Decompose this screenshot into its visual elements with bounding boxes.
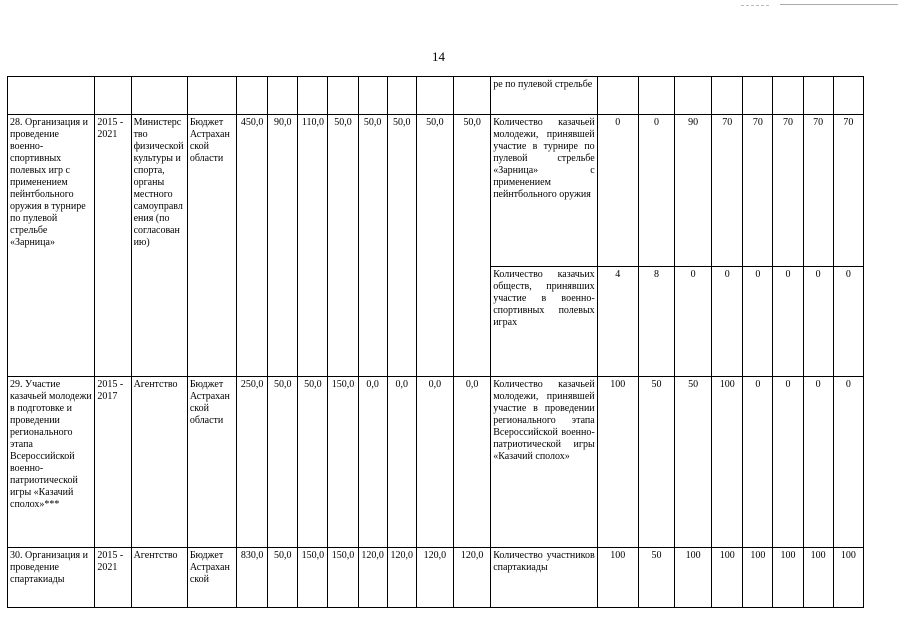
indicator-value: 0 bbox=[803, 377, 833, 548]
cell-empty bbox=[638, 77, 674, 115]
event-period: 2015 - 2021 bbox=[95, 115, 131, 377]
indicator-value: 0 bbox=[773, 377, 803, 548]
funding-year: 0,0 bbox=[416, 377, 453, 548]
indicator-value: 0 bbox=[675, 267, 712, 377]
indicator-name: Количество участников спартакиады bbox=[491, 548, 597, 608]
event-executor: Министерство физической культуры и спорта, органы местного самоуправления (по согласованию) bbox=[131, 115, 187, 377]
indicator-value: 70 bbox=[712, 115, 743, 267]
cell-empty bbox=[416, 77, 453, 115]
indicator-name: Количество казачьей молодежи, принявшей участие в проведении регионального этапа Всероссийской военно-патриотической игры «Казачий сполох» bbox=[491, 377, 597, 548]
funding-year: 50,0 bbox=[358, 115, 387, 377]
cell-empty bbox=[8, 77, 95, 115]
funding-source: Бюджет Астраханской bbox=[187, 548, 236, 608]
funding-year: 120,0 bbox=[387, 548, 416, 608]
indicator-value: 0 bbox=[773, 267, 803, 377]
indicator-value: 100 bbox=[773, 548, 803, 608]
indicator-value: 100 bbox=[743, 548, 773, 608]
cell-empty bbox=[743, 77, 773, 115]
cell-empty bbox=[95, 77, 131, 115]
funding-total: 830,0 bbox=[237, 548, 268, 608]
event-executor: Агентство bbox=[131, 377, 187, 548]
indicator-value: 100 bbox=[597, 377, 638, 548]
indicator-value: 0 bbox=[743, 267, 773, 377]
cell-empty bbox=[298, 77, 328, 115]
funding-year: 120,0 bbox=[358, 548, 387, 608]
cell-empty bbox=[328, 77, 358, 115]
event-period: 2015 - 2021 bbox=[95, 548, 131, 608]
funding-year: 50,0 bbox=[454, 115, 491, 377]
event-name: 30. Организация и проведение спартакиады bbox=[8, 548, 95, 608]
indicator-name: Количество казачьих обществ, принявших участие в военно-спортивных полевых играх bbox=[491, 267, 597, 377]
indicator-value: 4 bbox=[597, 267, 638, 377]
funding-year: 150,0 bbox=[298, 548, 328, 608]
indicator-value: 100 bbox=[597, 548, 638, 608]
event-period: 2015 - 2017 bbox=[95, 377, 131, 548]
cell-empty bbox=[803, 77, 833, 115]
indicator-value: 70 bbox=[773, 115, 803, 267]
funding-year: 150,0 bbox=[328, 377, 358, 548]
indicator-value: 0 bbox=[833, 377, 863, 548]
scan-artifact-line bbox=[780, 4, 898, 5]
indicator-value: 100 bbox=[833, 548, 863, 608]
cell-empty bbox=[387, 77, 416, 115]
indicator-value: 90 bbox=[675, 115, 712, 267]
indicator-value: 100 bbox=[803, 548, 833, 608]
scan-artifact-line bbox=[741, 5, 769, 6]
indicator-value: 0 bbox=[803, 267, 833, 377]
funding-total: 250,0 bbox=[237, 377, 268, 548]
indicator-value: 0 bbox=[833, 267, 863, 377]
funding-year: 50,0 bbox=[268, 548, 298, 608]
program-activities-table bbox=[7, 76, 864, 608]
cell-empty bbox=[358, 77, 387, 115]
indicator-value: 8 bbox=[638, 267, 674, 377]
indicator-value: 0 bbox=[597, 115, 638, 267]
indicator-value: 0 bbox=[743, 377, 773, 548]
funding-year: 50,0 bbox=[268, 377, 298, 548]
indicator-value: 100 bbox=[712, 377, 743, 548]
funding-source: Бюджет Астраханской области bbox=[187, 115, 236, 377]
funding-year: 50,0 bbox=[387, 115, 416, 377]
table-row bbox=[8, 377, 864, 548]
event-executor: Агентство bbox=[131, 548, 187, 608]
cell-empty bbox=[268, 77, 298, 115]
cell-empty bbox=[237, 77, 268, 115]
funding-year: 120,0 bbox=[454, 548, 491, 608]
table-row-continuation bbox=[8, 77, 864, 115]
indicator-name: ре по пулевой стрельбе bbox=[491, 77, 597, 115]
indicator-value: 70 bbox=[803, 115, 833, 267]
indicator-value: 100 bbox=[712, 548, 743, 608]
table-row bbox=[8, 548, 864, 608]
funding-source: Бюджет Астраханской области bbox=[187, 377, 236, 548]
cell-empty bbox=[131, 77, 187, 115]
funding-year: 50,0 bbox=[416, 115, 453, 377]
funding-total: 450,0 bbox=[237, 115, 268, 377]
cell-empty bbox=[675, 77, 712, 115]
funding-year: 150,0 bbox=[328, 548, 358, 608]
event-name: 28. Организация и проведение военно-спортивных полевых игр с применением пейнтбольного оружия в турнире по пулевой стрельбе «Зарница» bbox=[8, 115, 95, 377]
indicator-value: 50 bbox=[638, 548, 674, 608]
cell-empty bbox=[712, 77, 743, 115]
indicator-value: 100 bbox=[675, 548, 712, 608]
cell-empty bbox=[187, 77, 236, 115]
funding-year: 110,0 bbox=[298, 115, 328, 377]
indicator-value: 0 bbox=[638, 115, 674, 267]
table-row bbox=[8, 115, 864, 267]
cell-empty bbox=[833, 77, 863, 115]
funding-year: 0,0 bbox=[454, 377, 491, 548]
event-name: 29. Участие казачьей молодежи в подготовке и проведении регионального этапа Всероссийской военно-патриотической игры «Казачий сполох»*** bbox=[8, 377, 95, 548]
cell-empty bbox=[597, 77, 638, 115]
indicator-name: Количество казачьей молодежи, принявшей участие в турнире по пулевой стрельбе «Зарница» с применением пейнтбольного оружия bbox=[491, 115, 597, 267]
cell-empty bbox=[773, 77, 803, 115]
cell-empty bbox=[454, 77, 491, 115]
page-number: 14 bbox=[432, 49, 445, 64]
indicator-value: 70 bbox=[833, 115, 863, 267]
funding-year: 50,0 bbox=[328, 115, 358, 377]
indicator-value: 50 bbox=[638, 377, 674, 548]
funding-year: 0,0 bbox=[358, 377, 387, 548]
funding-year: 50,0 bbox=[298, 377, 328, 548]
funding-year: 90,0 bbox=[268, 115, 298, 377]
indicator-value: 50 bbox=[675, 377, 712, 548]
indicator-value: 70 bbox=[743, 115, 773, 267]
funding-year: 120,0 bbox=[416, 548, 453, 608]
indicator-value: 0 bbox=[712, 267, 743, 377]
funding-year: 0,0 bbox=[387, 377, 416, 548]
